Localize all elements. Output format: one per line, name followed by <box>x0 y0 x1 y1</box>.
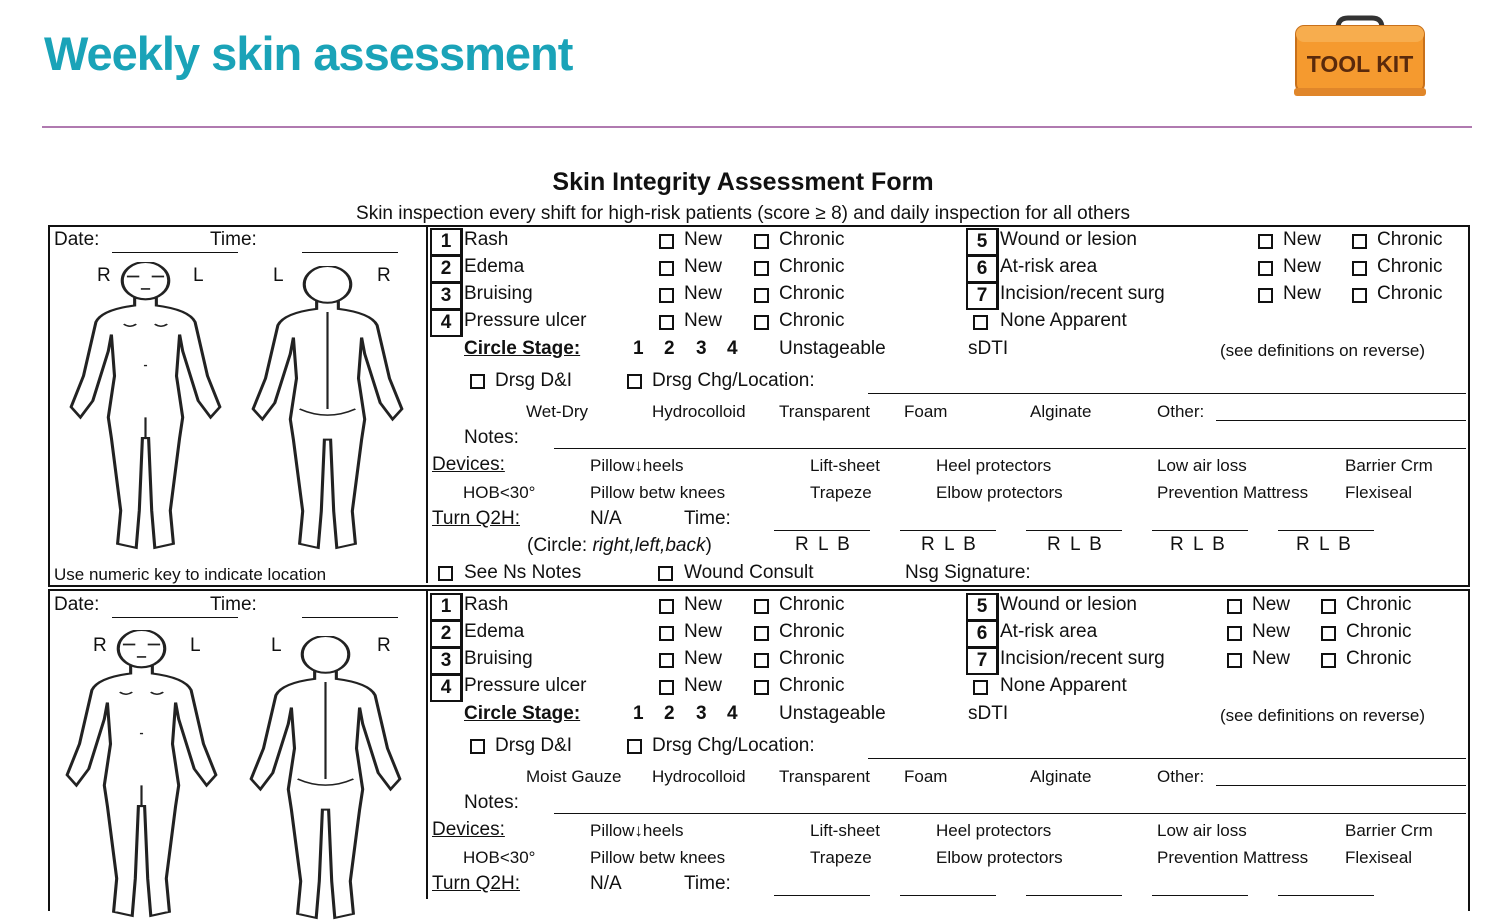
drsg-di-checkbox[interactable] <box>470 374 485 389</box>
front-left-label: L <box>193 265 204 286</box>
dressing-option[interactable]: Transparent <box>779 767 871 786</box>
nsg-signature-label: Nsg Signature: <box>905 562 1031 583</box>
new-checkbox[interactable] <box>659 315 674 330</box>
back-right-label: R <box>377 635 391 656</box>
new-label: New <box>1283 256 1322 277</box>
form-subtitle: Skin inspection every shift for high-risk patients (score ≥ 8) and daily inspection for all others <box>356 203 1130 224</box>
new-label: New <box>684 621 723 642</box>
notes-label: Notes: <box>464 427 519 448</box>
back-left-label: L <box>273 265 284 286</box>
new-checkbox[interactable] <box>1227 599 1242 614</box>
rlb-option[interactable]: R L B <box>921 534 978 555</box>
toolbox-icon <box>1290 6 1430 106</box>
dressing-option[interactable]: Wet-Dry <box>526 402 589 421</box>
date-label: Date: <box>54 229 100 250</box>
condition-label: At-risk area <box>1000 256 1098 277</box>
new-label: New <box>1283 283 1322 304</box>
circle-stage-label: Circle Stage: <box>464 703 581 724</box>
device-option[interactable]: Pillow↓heels <box>590 456 684 475</box>
form-title: Skin Integrity Assessment Form <box>552 168 934 196</box>
header-divider <box>42 126 1472 128</box>
new-checkbox[interactable] <box>1227 653 1242 668</box>
chronic-checkbox[interactable] <box>1321 653 1336 668</box>
new-checkbox[interactable] <box>1258 288 1273 303</box>
dressing-option[interactable]: Foam <box>904 767 948 786</box>
turn-time-field[interactable] <box>1026 895 1122 896</box>
new-label: New <box>1252 621 1291 642</box>
new-label: New <box>684 648 723 669</box>
new-label: New <box>684 310 723 331</box>
device-option[interactable]: Pillow betw knees <box>590 848 726 867</box>
none-apparent-label: None Apparent <box>1000 310 1127 331</box>
device-option[interactable]: Heel protectors <box>936 821 1052 840</box>
drsg-chg-checkbox[interactable] <box>627 739 642 754</box>
dressing-option[interactable]: Alginate <box>1030 402 1092 421</box>
turn-label: Turn Q2H: <box>432 508 520 529</box>
device-option[interactable]: Elbow protectors <box>936 483 1063 502</box>
rlb-option[interactable]: R L B <box>795 534 852 555</box>
condition-label: Rash <box>464 594 509 615</box>
condition-number: 5 <box>966 593 999 621</box>
turn-time-label: Time: <box>684 508 731 529</box>
stage-option[interactable]: Unstageable <box>779 703 886 724</box>
condition-label: Incision/recent surg <box>1000 283 1165 304</box>
chronic-checkbox[interactable] <box>1321 626 1336 641</box>
other-label: Other: <box>1157 767 1205 786</box>
notes-label: Notes: <box>464 792 519 813</box>
devices-label: Devices: <box>432 454 505 475</box>
condition-number: 2 <box>430 255 463 283</box>
new-checkbox[interactable] <box>659 261 674 276</box>
device-option[interactable]: Pillow↓heels <box>590 821 684 840</box>
chronic-label: Chronic <box>779 283 845 304</box>
chronic-checkbox[interactable] <box>1352 288 1367 303</box>
front-left-label: L <box>190 635 201 656</box>
stage-option[interactable]: 4 <box>727 703 738 724</box>
device-option[interactable]: Elbow protectors <box>936 848 1063 867</box>
back-right-label: R <box>377 265 391 286</box>
front-right-label: R <box>97 265 111 286</box>
device-option[interactable]: Low air loss <box>1157 821 1247 840</box>
chronic-checkbox[interactable] <box>754 680 769 695</box>
definitions-note: (see definitions on reverse) <box>1220 706 1426 725</box>
body-front-figure[interactable] <box>68 262 223 552</box>
turn-na-option[interactable]: N/A <box>590 873 622 894</box>
turn-time-field[interactable] <box>774 895 870 896</box>
dressing-option[interactable]: Alginate <box>1030 767 1092 786</box>
new-checkbox[interactable] <box>659 599 674 614</box>
turn-time-field[interactable] <box>1278 530 1374 531</box>
drsg-di-checkbox[interactable] <box>470 739 485 754</box>
device-option[interactable]: HOB<30° <box>463 848 536 867</box>
none-apparent-label: None Apparent <box>1000 675 1127 696</box>
new-label: New <box>684 675 723 696</box>
device-option[interactable]: Prevention Mattress <box>1157 483 1309 502</box>
condition-label: Edema <box>464 256 525 277</box>
device-option[interactable]: Flexiseal <box>1345 483 1413 502</box>
condition-number: 7 <box>966 647 999 675</box>
chronic-checkbox[interactable] <box>754 288 769 303</box>
turn-na-option[interactable]: N/A <box>590 508 622 529</box>
chronic-checkbox[interactable] <box>754 261 769 276</box>
chronic-checkbox[interactable] <box>1352 234 1367 249</box>
date-field[interactable] <box>112 617 238 618</box>
time-label: Time: <box>210 594 257 615</box>
toolkit-label: TOOL KIT <box>1306 51 1414 77</box>
dressing-option[interactable]: Transparent <box>779 402 871 421</box>
time-field[interactable] <box>302 617 398 618</box>
rlb-option[interactable]: R L B <box>1170 534 1227 555</box>
chronic-label: Chronic <box>779 648 845 669</box>
device-option[interactable]: Trapeze <box>810 848 872 867</box>
notes-field[interactable] <box>554 813 1466 814</box>
devices-label: Devices: <box>432 819 505 840</box>
dressing-option[interactable]: Hydrocolloid <box>652 402 746 421</box>
condition-number: 1 <box>430 228 463 256</box>
stage-option[interactable]: sDTI <box>968 703 1009 724</box>
chronic-checkbox[interactable] <box>1321 599 1336 614</box>
chronic-label: Chronic <box>1346 621 1412 642</box>
device-option[interactable]: Barrier Crm <box>1345 821 1433 840</box>
new-checkbox[interactable] <box>659 653 674 668</box>
new-label: New <box>684 256 723 277</box>
see-ns-notes-label: See Ns Notes <box>464 562 582 583</box>
device-option[interactable]: Barrier Crm <box>1345 456 1433 475</box>
stage-option[interactable]: 2 <box>664 703 675 724</box>
body-front-figure[interactable] <box>64 630 219 920</box>
new-label: New <box>1252 648 1291 669</box>
drsg-location-field[interactable] <box>868 758 1466 759</box>
condition-label: Wound or lesion <box>1000 229 1137 250</box>
condition-number: 2 <box>430 620 463 648</box>
device-option[interactable]: Low air loss <box>1157 456 1247 475</box>
new-label: New <box>684 594 723 615</box>
dressing-option[interactable]: Moist Gauze <box>526 767 622 786</box>
new-label: New <box>684 229 723 250</box>
chronic-checkbox[interactable] <box>754 234 769 249</box>
turn-label: Turn Q2H: <box>432 873 520 894</box>
chronic-label: Chronic <box>779 621 845 642</box>
turn-time-field[interactable] <box>774 530 870 531</box>
chronic-label: Chronic <box>1377 283 1443 304</box>
chronic-label: Chronic <box>1377 229 1443 250</box>
wound-consult-label: Wound Consult <box>684 562 814 583</box>
dressing-option[interactable]: Hydrocolloid <box>652 767 746 786</box>
turn-time-field[interactable] <box>900 530 996 531</box>
time-label: Time: <box>210 229 257 250</box>
stage-option[interactable]: 1 <box>633 338 644 359</box>
new-label: New <box>1252 594 1291 615</box>
condition-label: Pressure ulcer <box>464 675 587 696</box>
time-field[interactable] <box>302 252 398 253</box>
other-field[interactable] <box>1216 785 1466 786</box>
body-back-figure[interactable] <box>248 636 403 922</box>
drsg-chg-label: Drsg Chg/Location: <box>652 370 815 391</box>
none-apparent-checkbox[interactable] <box>973 315 988 330</box>
stage-option[interactable]: 3 <box>696 338 707 359</box>
body-back-figure[interactable] <box>250 266 405 552</box>
chronic-checkbox[interactable] <box>754 626 769 641</box>
condition-label: Edema <box>464 621 525 642</box>
stage-option[interactable]: 3 <box>696 703 707 724</box>
notes-field[interactable] <box>554 448 1466 449</box>
front-right-label: R <box>93 635 107 656</box>
device-option[interactable]: Prevention Mattress <box>1157 848 1309 867</box>
stage-option[interactable]: sDTI <box>968 338 1009 359</box>
drsg-location-field[interactable] <box>868 393 1466 394</box>
condition-number: 4 <box>430 674 463 702</box>
other-label: Other: <box>1157 402 1205 421</box>
chronic-label: Chronic <box>1346 648 1412 669</box>
condition-number: 1 <box>430 593 463 621</box>
turn-time-field[interactable] <box>1152 530 1248 531</box>
other-field[interactable] <box>1216 420 1466 421</box>
rlb-option[interactable]: R L B <box>1047 534 1104 555</box>
turn-time-label: Time: <box>684 873 731 894</box>
turn-time-field[interactable] <box>1278 895 1374 896</box>
chronic-label: Chronic <box>779 310 845 331</box>
condition-number: 6 <box>966 620 999 648</box>
new-checkbox[interactable] <box>1258 234 1273 249</box>
chronic-checkbox[interactable] <box>754 315 769 330</box>
condition-number: 7 <box>966 282 999 310</box>
location-note: Use numeric key to indicate location <box>54 565 327 584</box>
condition-label: Bruising <box>464 648 533 669</box>
turn-time-field[interactable] <box>1152 895 1248 896</box>
turn-time-field[interactable] <box>1026 530 1122 531</box>
date-field[interactable] <box>112 252 238 253</box>
new-checkbox[interactable] <box>659 234 674 249</box>
stage-option[interactable]: 2 <box>664 338 675 359</box>
drsg-chg-label: Drsg Chg/Location: <box>652 735 815 756</box>
chronic-checkbox[interactable] <box>754 653 769 668</box>
dressing-option[interactable]: Foam <box>904 402 948 421</box>
page-title: Weekly skin assessment <box>44 27 573 80</box>
chronic-label: Chronic <box>779 229 845 250</box>
back-left-label: L <box>271 635 282 656</box>
new-label: New <box>684 283 723 304</box>
condition-label: Pressure ulcer <box>464 310 587 331</box>
stage-option[interactable]: Unstageable <box>779 338 886 359</box>
device-option[interactable]: Heel protectors <box>936 456 1052 475</box>
chronic-checkbox[interactable] <box>754 599 769 614</box>
toolkit-badge <box>1290 6 1430 106</box>
stage-option[interactable]: 1 <box>633 703 644 724</box>
condition-number: 3 <box>430 282 463 310</box>
drsg-di-label: Drsg D&I <box>495 735 573 756</box>
condition-label: At-risk area <box>1000 621 1098 642</box>
chronic-label: Chronic <box>779 675 845 696</box>
drsg-chg-checkbox[interactable] <box>627 374 642 389</box>
new-label: New <box>1283 229 1322 250</box>
circle-instruction: (Circle: right,left,back) <box>527 535 712 556</box>
wound-consult-checkbox[interactable] <box>658 566 673 581</box>
new-checkbox[interactable] <box>1227 626 1242 641</box>
condition-number: 6 <box>966 255 999 283</box>
definitions-note: (see definitions on reverse) <box>1220 341 1426 360</box>
rlb-option[interactable]: R L B <box>1296 534 1353 555</box>
new-checkbox[interactable] <box>659 626 674 641</box>
condition-label: Incision/recent surg <box>1000 648 1165 669</box>
condition-number: 5 <box>966 228 999 256</box>
new-checkbox[interactable] <box>659 680 674 695</box>
turn-time-field[interactable] <box>900 895 996 896</box>
date-label: Date: <box>54 594 100 615</box>
new-checkbox[interactable] <box>1258 261 1273 276</box>
chronic-label: Chronic <box>1377 256 1443 277</box>
condition-label: Wound or lesion <box>1000 594 1137 615</box>
chronic-checkbox[interactable] <box>1352 261 1367 276</box>
chronic-label: Chronic <box>779 594 845 615</box>
condition-number: 4 <box>430 309 463 337</box>
circle-stage-label: Circle Stage: <box>464 338 581 359</box>
condition-label: Bruising <box>464 283 533 304</box>
device-option[interactable]: Trapeze <box>810 483 872 502</box>
device-option[interactable]: HOB<30° <box>463 483 536 502</box>
chronic-label: Chronic <box>1346 594 1412 615</box>
chronic-label: Chronic <box>779 256 845 277</box>
device-option[interactable]: Flexiseal <box>1345 848 1413 867</box>
see-ns-notes-checkbox[interactable] <box>438 566 453 581</box>
device-option[interactable]: Pillow betw knees <box>590 483 726 502</box>
condition-label: Rash <box>464 229 509 250</box>
device-option[interactable]: Lift-sheet <box>810 456 880 475</box>
stage-option[interactable]: 4 <box>727 338 738 359</box>
device-option[interactable]: Lift-sheet <box>810 821 880 840</box>
none-apparent-checkbox[interactable] <box>973 680 988 695</box>
new-checkbox[interactable] <box>659 288 674 303</box>
drsg-di-label: Drsg D&I <box>495 370 573 391</box>
condition-number: 3 <box>430 647 463 675</box>
